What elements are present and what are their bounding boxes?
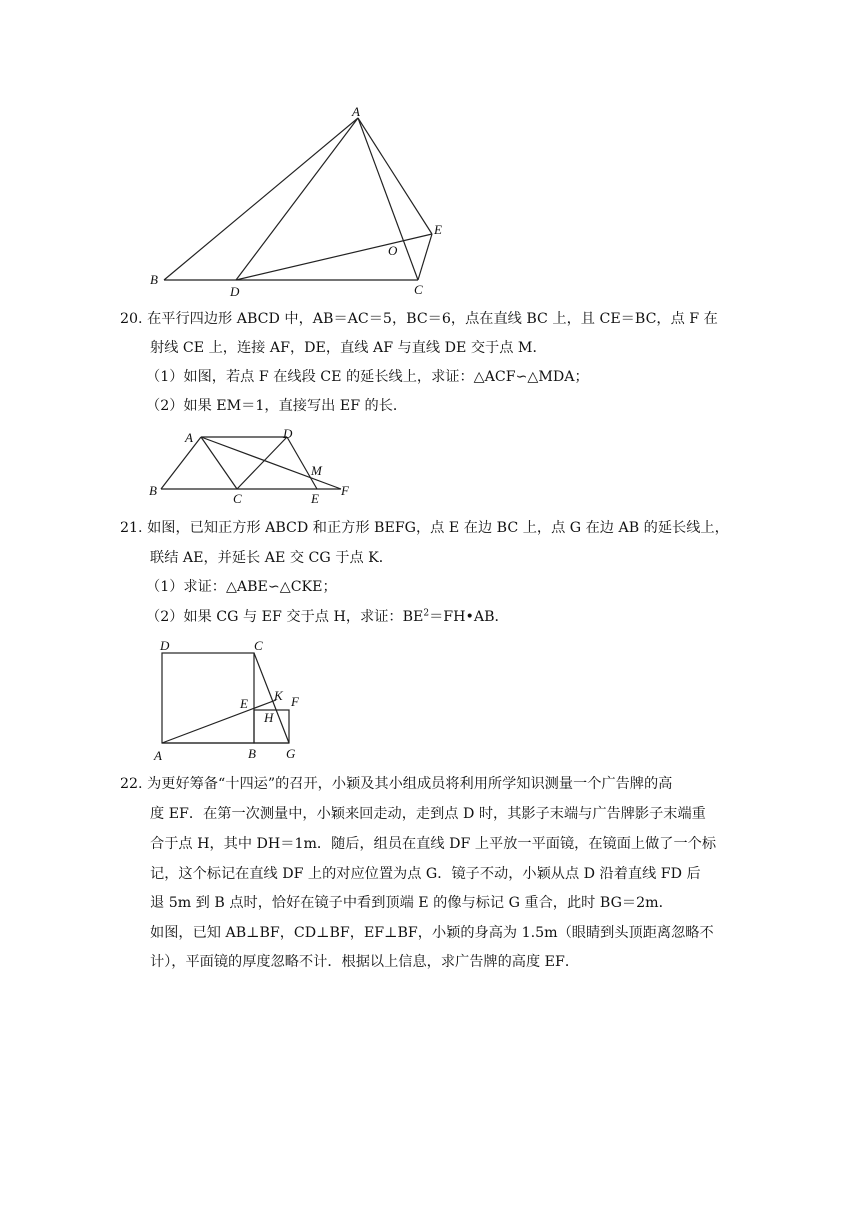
squares-figure-21-svg bbox=[148, 636, 318, 766]
q20-number: 20. bbox=[120, 311, 143, 327]
q21-part1: （1）求证：△ABE∽△CKE； bbox=[146, 579, 337, 595]
q21-line1 bbox=[120, 518, 740, 538]
q20-line1 bbox=[120, 309, 740, 329]
q20-line2: 射线 CE 上，连接 AF，DE，直线 AF 与直线 DE 交于点 M． bbox=[150, 340, 547, 356]
label-C: C bbox=[254, 638, 263, 653]
q22-line7: 计），平面镜的厚度忽略不计．根据以上信息，求广告牌的高度 EF． bbox=[150, 954, 580, 970]
parallelogram-figure-20 bbox=[145, 425, 365, 505]
triangle-figure-19-svg bbox=[140, 100, 460, 300]
q22-number: 22. bbox=[120, 776, 143, 792]
label-A: A bbox=[154, 748, 162, 763]
q20-text-line1: 在平行四边形 ABCD 中，AB＝AC＝5，BC＝6，点在直线 BC 上，且 CE＝BC，点 F 在 bbox=[147, 311, 718, 327]
q22-line2: 度 EF．在第一次测量中，小颖来回走动，走到点 D 时，其影子末端与广告牌影子末端重 bbox=[150, 806, 706, 822]
q22-line3: 合于点 H，其中 DH＝1m．随后，组员在直线 DF 上平放一平面镜，在镜面上做了一个标 bbox=[150, 836, 717, 852]
label-G: G bbox=[286, 746, 296, 761]
label-B: B bbox=[149, 483, 157, 498]
label-E: E bbox=[434, 222, 442, 237]
label-D: D bbox=[160, 638, 170, 653]
q21-part2-exponent: 2 bbox=[423, 608, 430, 619]
q21-number: 21. bbox=[120, 520, 143, 536]
q21-text-line1: 如图，已知正方形 ABCD 和正方形 BEFG，点 E 在边 BC 上，点 G 在边 AB 的延长线上， bbox=[147, 520, 729, 536]
label-D: D bbox=[283, 426, 293, 441]
q22-line1 bbox=[120, 774, 740, 794]
q22-line4: 记，这个标记在直线 DF 上的对应位置为点 G．镜子不动，小颖从点 D 沿着直线 FD 后 bbox=[150, 866, 701, 882]
label-A: A bbox=[352, 104, 360, 119]
label-B: B bbox=[248, 746, 256, 761]
q20-part1: （1）如图，若点 F 在线段 CE 的延长线上，求证：△ACF∽△MDA； bbox=[146, 369, 589, 385]
label-C: C bbox=[414, 282, 423, 297]
label-K: K bbox=[274, 688, 283, 703]
q22-line6: 如图，已知 AB⊥BF，CD⊥BF，EF⊥BF，小颖的身高为 1.5m（眼睛到头顶距离忽略不 bbox=[150, 925, 714, 941]
label-A: A bbox=[185, 430, 193, 445]
label-C: C bbox=[233, 491, 242, 506]
q21-part2 bbox=[146, 607, 766, 627]
label-O: O bbox=[388, 243, 398, 258]
triangle-figure-19 bbox=[140, 100, 460, 300]
label-D: D bbox=[230, 284, 240, 299]
q22-line5: 退 5m 到 B 点时，恰好在镜子中看到顶端 E 的像与标记 G 重合，此时 BG＝2m． bbox=[150, 895, 673, 911]
label-F: F bbox=[291, 694, 299, 709]
q21-line2: 联结 AE，并延长 AE 交 CG 于点 K． bbox=[150, 550, 393, 566]
label-B: B bbox=[150, 272, 158, 287]
label-F: F bbox=[341, 483, 349, 498]
q21-part2-after: ＝FH•AB． bbox=[429, 609, 509, 625]
label-M: M bbox=[311, 463, 322, 478]
squares-figure-21 bbox=[148, 636, 318, 766]
label-E: E bbox=[240, 696, 248, 711]
label-H: H bbox=[264, 710, 274, 725]
q20-part2: （2）如果 EM＝1，直接写出 EF 的长． bbox=[146, 398, 408, 414]
label-E: E bbox=[311, 491, 319, 506]
q21-part2-before: （2）如果 CG 与 EF 交于点 H，求证：BE bbox=[146, 609, 424, 625]
q22-text-line1: 为更好筹备“十四运”的召开，小颖及其小组成员将利用所学知识测量一个广告牌的高 bbox=[147, 776, 673, 792]
parallelogram-figure-20-svg bbox=[145, 425, 365, 505]
